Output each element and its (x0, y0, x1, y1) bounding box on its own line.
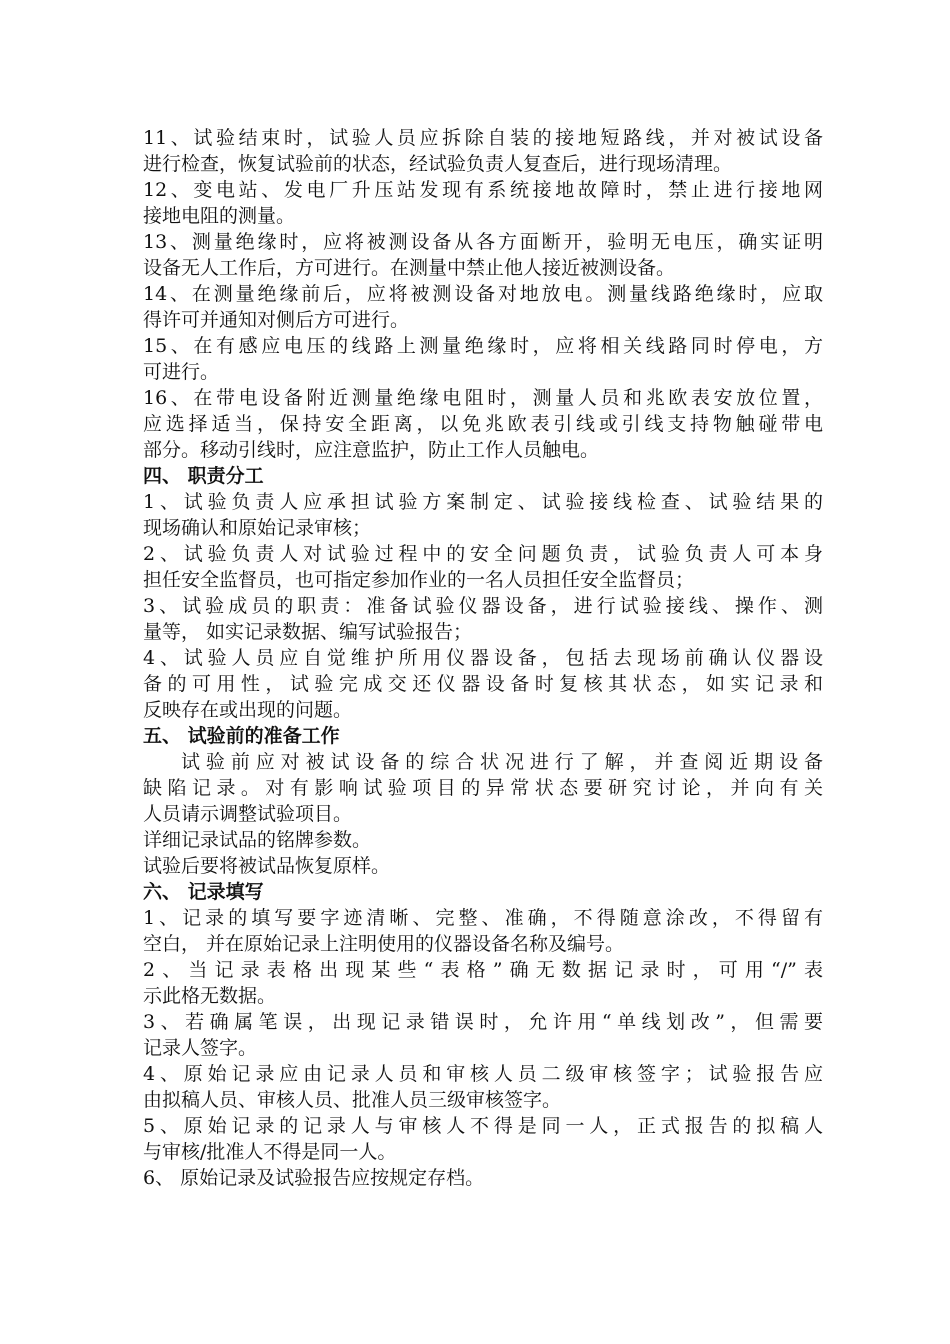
list-item (143, 177, 823, 229)
list-item (143, 957, 823, 1009)
text-line: 13、测量绝缘时，应将被测设备从各方面断开，验明无电压，确实证明 (143, 231, 823, 253)
text-line: 14、在测量绝缘前后，应将被测设备对地放电。测量线路绝缘时，应取 (143, 283, 823, 305)
text-line: 与审核/批准人不得是同一人。 (143, 1141, 397, 1163)
text-line: 11、试验结束时，试验人员应拆除自装的接地短路线，并对被试设备 (143, 127, 823, 149)
text-line: 得许可并通知对侧后方可进行。 (143, 309, 410, 331)
list-item (143, 645, 823, 723)
paragraph (143, 749, 823, 827)
text-line: 6、 原始记录及试验报告应按规定存档。 (143, 1167, 485, 1189)
text-line: 记录人签字。 (143, 1037, 258, 1059)
text-line: 4、试验人员应自觉维护所用仪器设备，包括去现场前确认仪器设 (143, 647, 823, 669)
text-line: 试验前应对被试设备的综合状况进行了解，并查阅近期设备 (181, 751, 823, 773)
section-heading: 五、 试验前的准备工作 (143, 725, 340, 747)
text-line: 1、试验负责人应承担试验方案制定、试验接线检查、试验结果的 (143, 491, 823, 513)
text-line: 设备无人工作后，方可进行。在测量中禁止他人接近被测设备。 (143, 257, 676, 279)
list-item (143, 1113, 823, 1165)
text-line: 3、若确属笔误，出现记录错误时，允许用“单线划改”，但需要 (143, 1011, 823, 1033)
text-line: 15、在有感应电压的线路上测量绝缘时，应将相关线路同时停电，方 (143, 335, 823, 357)
text-line: 3、试验成员的职责：准备试验仪器设备，进行试验接线、操作、测 (143, 595, 823, 617)
list-item (143, 1061, 823, 1113)
list-item (143, 541, 823, 593)
text-line: 5、原始记录的记录人与审核人不得是同一人，正式报告的拟稿人 (143, 1115, 823, 1137)
list-item (143, 125, 823, 177)
list-item (143, 1009, 823, 1061)
text-line: 1、记录的填写要字迹清晰、完整、准确，不得随意涂改，不得留有 (143, 907, 823, 929)
text-line: 16、在带电设备附近测量绝缘电阻时，测量人员和兆欧表安放位置， (143, 387, 823, 409)
text-line: 12、变电站、发电厂升压站发现有系统接地故障时，禁止进行接地网 (143, 179, 823, 201)
text-line: 应选择适当，保持安全距离，以免兆欧表引线或引线支持物触碰带电 (143, 413, 823, 435)
text-line: 2、试验负责人对试验过程中的安全问题负责，试验负责人可本身 (143, 543, 823, 565)
list-item (143, 281, 823, 333)
section-heading: 六、 记录填写 (143, 881, 264, 903)
text-line: 由拟稿人员、审核人员、批准人员三级审核签字。 (143, 1089, 562, 1111)
text-line: 试验后要将被试品恢复原样。 (143, 855, 391, 877)
text-line: 备的可用性，试验完成交还仪器设备时复核其状态，如实记录和 (143, 673, 823, 695)
list-item (143, 385, 823, 463)
document-body (143, 125, 823, 1191)
list-item (143, 229, 823, 281)
text-line: 量等， 如实记录数据、编写试验报告； (143, 621, 473, 643)
text-line: 空白， 并在原始记录上注明使用的仪器设备名称及编号。 (143, 933, 625, 955)
list-item (143, 593, 823, 645)
text-line: 2、当记录表格出现某些“表格”确无数据记录时，可用“/”表 (143, 959, 823, 981)
list-item (143, 905, 823, 957)
text-line: 部分。移动引线时，应注意监护，防止工作人员触电。 (143, 439, 600, 461)
text-line: 详细记录试品的铭牌参数。 (143, 829, 372, 851)
text-line: 现场确认和原始记录审核； (143, 517, 372, 539)
text-line: 反映存在或出现的问题。 (143, 699, 353, 721)
text-line: 缺陷记录。对有影响试验项目的异常状态要研究讨论，并向有关 (143, 777, 823, 799)
list-item (143, 1165, 823, 1191)
section-heading: 四、 职责分工 (143, 465, 264, 487)
text-line: 进行检查，恢复试验前的状态，经试验负责人复查后，进行现场清理。 (143, 153, 733, 175)
text-line: 4、原始记录应由记录人员和审核人员二级审核签字；试验报告应 (143, 1063, 823, 1085)
text-line: 示此格无数据。 (143, 985, 277, 1007)
text-line: 人员请示调整试验项目。 (143, 803, 353, 825)
text-line: 可进行。 (143, 361, 220, 383)
text-line: 担任安全监督员，也可指定参加作业的一名人员担任安全监督员； (143, 569, 695, 591)
list-item (143, 333, 823, 385)
list-item (143, 489, 823, 541)
text-line: 接地电阻的测量。 (143, 205, 296, 227)
